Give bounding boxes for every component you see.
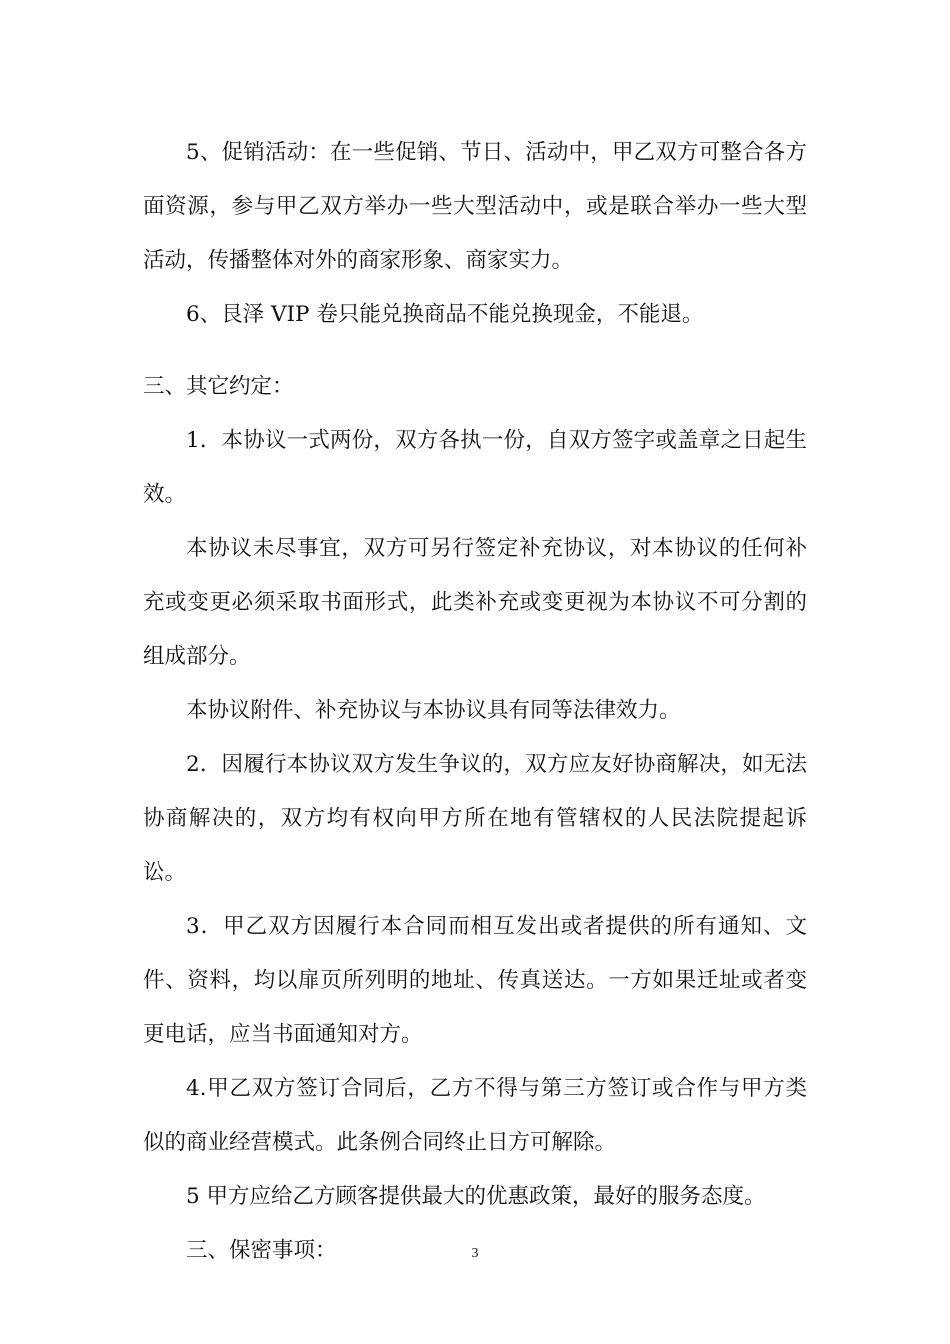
paragraph-legal-effect: 本协议附件、补充协议与本协议具有同等法律效力。	[186, 698, 681, 723]
paragraph-term-3: 3．甲乙双方因履行本合同而相互发出或者提供的所有通知、文件、资料，均以扉页所列明的地址、传真送达。一方如果迁址或者变更电话，应当书面通知对方。	[143, 914, 807, 1047]
paragraph-term-4: 4.甲乙双方签订合同后，乙方不得与第三方签订或合作与甲方类似的商业经营模式。此条例合同终止日方可解除。	[143, 1076, 807, 1155]
paragraph-term-2: 2．因履行本协议双方发生争议的，双方应友好协商解决，如无法协商解决的，双方均有权向甲方所在地有管辖权的人民法院提起诉讼。	[143, 752, 807, 885]
paragraph-promotion: 5、促销活动：在一些促销、节日、活动中，甲乙双方可整合各方面资源，参与甲乙双方举办一些大型活动中，或是联合举办一些大型活动，传播整体对外的商家形象、商家实力。	[143, 140, 807, 273]
paragraph-term-1: 1．本协议一式两份，双方各执一份，自双方签字或盖章之日起生效。	[143, 428, 807, 507]
paragraph-vip-voucher: 6、艮泽 VIP 卷只能兑换商品不能兑换现金，不能退。	[186, 302, 704, 327]
paragraph-term-5: 5 甲方应给乙方顾客提供最大的优惠政策，最好的服务态度。	[186, 1184, 766, 1209]
section-heading-confidentiality: 三、保密事项：	[186, 1238, 337, 1263]
section-heading-other-terms: 三、其它约定：	[143, 374, 294, 399]
document-body	[143, 126, 807, 1278]
page-number: 3	[471, 1246, 479, 1261]
paragraph-supplementary-agreement: 本协议未尽事宜，双方可另行签定补充协议，对本协议的任何补充或变更必须采取书面形式，此类补充或变更视为本协议不可分割的组成部分。	[143, 536, 807, 669]
